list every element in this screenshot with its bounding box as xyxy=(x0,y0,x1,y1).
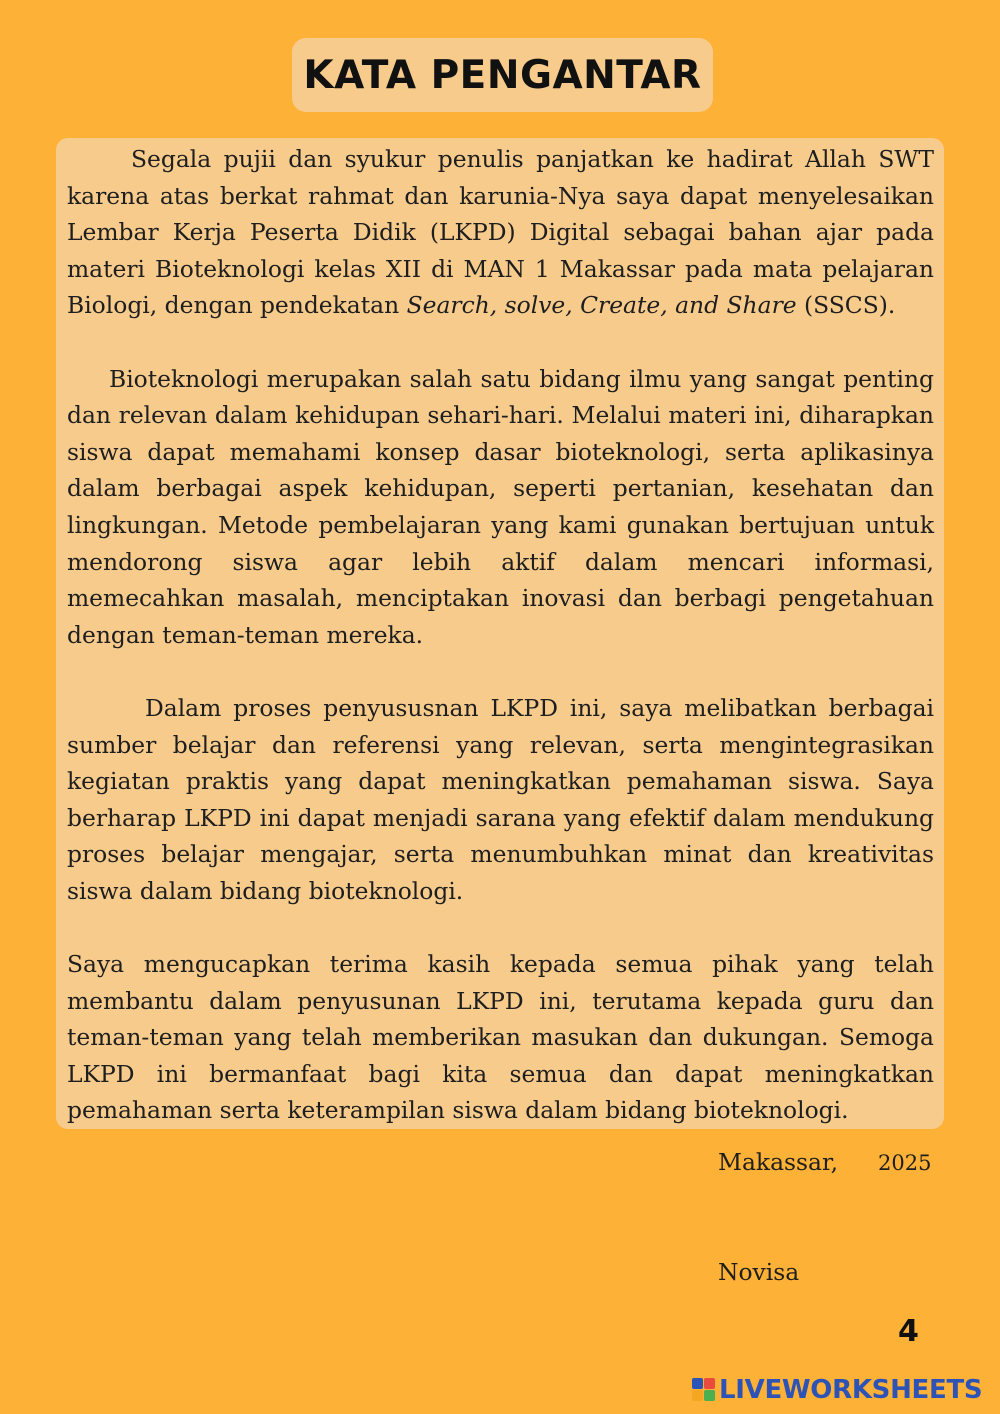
year: 2025 xyxy=(878,1151,932,1175)
paragraph-4: Saya mengucapkan terima kasih kepada semua pihak yang telah membantu dalam penyusunan LKPD ini, terutama kepada guru dan teman-teman yang telah memberikan masukan dan dukungan. Semoga LKPD ini bermanfaat bagi kita semua dan dapat meningkatkan pemahaman serta keterampilan siswa dalam bidang bioteknologi. xyxy=(67,950,934,1125)
paragraph-2: Bioteknologi merupakan salah satu bidang ilmu yang sangat penting dan relevan dalam kehidupan sehari-hari. Melalui materi ini, diharapkan siswa dapat memahami konsep dasar bioteknologi, serta aplikasinya dalam berbagai aspek kehidupan, seperti pertanian, kesehatan dan lingkungan. Metode pembelajaran yang kami gunakan bertujuan untuk mendorong siswa agar lebih aktif dalam mencari informasi, memecahkan masalah, menciptakan inovasi dan berbagi pengetahuan dengan teman-teman mereka. xyxy=(67,364,934,649)
paragraph-1 xyxy=(67,141,934,324)
title-box xyxy=(292,38,713,112)
place-date xyxy=(718,1148,931,1176)
brand-name: LIVEWORKSHEETS xyxy=(719,1375,983,1405)
signer-name: Novisa xyxy=(718,1258,800,1286)
paragraph-1-tail: (SSCS). xyxy=(796,291,896,320)
sscs-approach-italic: Search, solve, Create, and Share xyxy=(406,291,797,320)
page-title: KATA PENGANTAR xyxy=(303,52,702,98)
foreword-content xyxy=(56,138,944,1129)
page-number: 4 xyxy=(898,1314,919,1349)
paragraph-3: Dalam proses penyususnan LKPD ini, saya melibatkan berbagai sumber belajar dan referensi yang relevan, serta mengintegrasikan kegiatan praktis yang dapat meningkatkan pemahaman siswa. Saya berharap LKPD ini dapat menjadi sarana yang efektif dalam mendukung proses belajar mengajar, serta menumbuhkan minat dan kreativitas siswa dalam bidang bioteknologi. xyxy=(67,693,934,905)
liveworksheets-logo-icon xyxy=(692,1378,716,1402)
liveworksheets-brand[interactable] xyxy=(692,1374,982,1406)
paragraph-1-text: Segala pujii dan syukur penulis panjatkan ke hadirat Allah SWT karena atas berkat rahmat dan karunia-Nya saya dapat menyelesaikan Lembar Kerja Peserta Didik (LKPD) Digital sebagai bahan ajar pada materi Bioteknologi kelas XII di MAN 1 Makassar pada mata pelajaran Biologi, dengan pendekatan xyxy=(67,145,934,320)
city: Makassar, xyxy=(718,1148,839,1176)
